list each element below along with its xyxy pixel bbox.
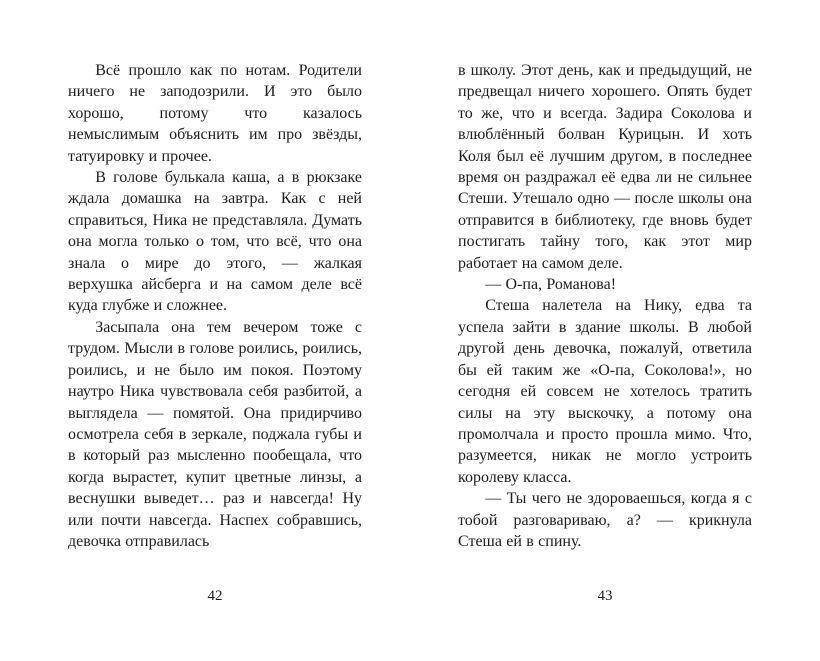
paragraph-dialogue: — Ты чего не здороваешься, когда я с тобой разговариваю, а? — крикнула Стеша ей в спину. <box>458 490 752 550</box>
paragraph-dialogue: — О-па, Романова! <box>485 276 617 294</box>
page-left <box>68 60 362 605</box>
page-number-left: 42 <box>207 588 223 604</box>
paragraph: Стеша налетела на Нику, едва та успела зайти в здание школы. В любой другой день девочка, пожалуй, ответила бы ей таким же «О-па, Соколова!», но сегодня ей совсем не хотелось тратить силы на эту выскочку, а потому она промолчала и просто прошла мимо. Что, разумеется, никак не могло устроить королеву класса. <box>458 297 752 486</box>
paragraph: Всё прошло как по нотам. Родители ничего не заподозрили. И это было хорошо, потому что казалось немыслимым объяснить им про звёзды, татуировку и прочее. <box>68 62 362 165</box>
paragraph: В голове булькала каша, а в рюкзаке ждала домашка на завтра. Как с ней справиться, Ника не представляла. Думать она могла только о том, что всё, что она знала о мире до этого, — жалкая верхушка айсберга и на самом деле всё куда глубже и сложнее. <box>68 169 362 315</box>
page-number-right: 43 <box>597 588 613 604</box>
paragraph: Засыпала она тем вечером тоже с трудом. Мысли в голове роились, роились, роились, и не было им покоя. Поэтому наутро Ника чувствовала себя разбитой, а выглядела — помятой. Она придирчиво осмотрела себя в зеркале, поджала губы и в который раз мысленно пообещала, что когда вырастет, купит цветные линзы, а веснушки выведет… раз и навсегда! Ну или почти навсегда. Наспех собравшись, девочка отправилась <box>68 318 362 550</box>
page-right-text <box>458 60 752 552</box>
paragraph: в школу. Этот день, как и предыдущий, не предвещал ничего хорошего. Опять будет то же, что и всегда. Задира Соколова и влюблённый болван Курицын. И хоть Коля был её лучшим другом, в последнее время он раздражал её едва ли не сильнее Стеши. Утешало одно — после школы она отправится в библиотеку, где вновь будет постигать тайну того, как этот мир работает на самом деле. <box>458 62 752 272</box>
page-right <box>458 60 752 605</box>
page-left-text <box>68 60 362 552</box>
